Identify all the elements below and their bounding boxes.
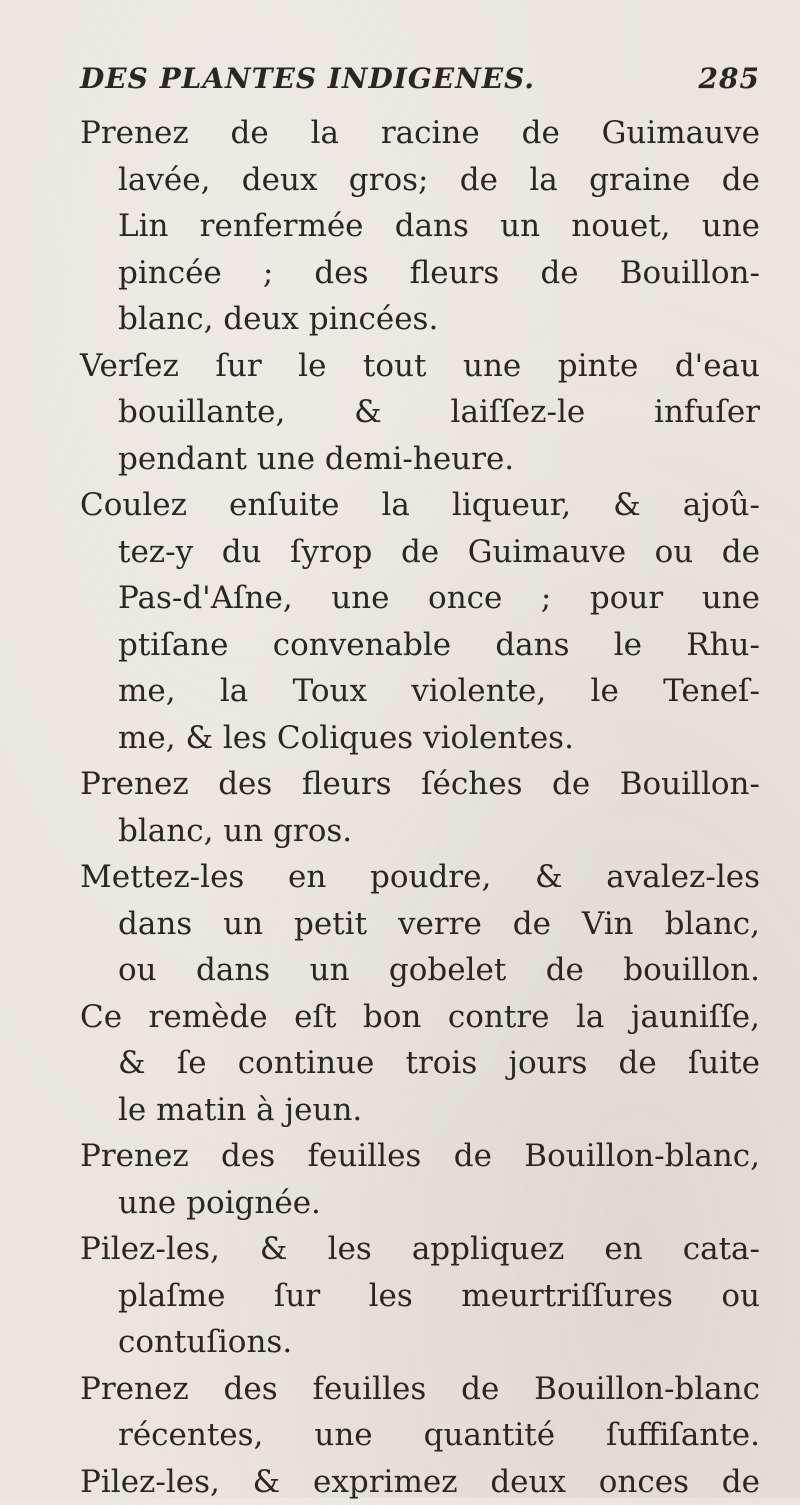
text-line: blanc, deux pincées. (80, 296, 760, 343)
text-line: me, la Toux violente, le Teneſ- (80, 668, 760, 715)
text-line: ptiſane convenable dans le Rhu- (80, 622, 760, 669)
text-line: Mettez-les en poudre, & avalez-les (80, 854, 760, 901)
text-line: lavée, deux gros; de la graine de (80, 157, 760, 204)
page-number: 285 (699, 62, 760, 95)
text-line: Coulez enſuite la liqueur, & ajoû- (80, 482, 760, 529)
text-line: blanc, un gros. (80, 808, 760, 855)
text-line: Prenez des feuilles de Bouillon-blanc, (80, 1133, 760, 1180)
text-line: récentes, une quantité ſuffiſante. (80, 1412, 760, 1459)
text-line: Pilez-les, & les appliquez en cata- (80, 1226, 760, 1273)
text-line: & ſe continue trois jours de ſuite (80, 1040, 760, 1087)
text-line: Ce remède eſt bon contre la jauniſſe, (80, 994, 760, 1041)
text-line: pincée ; des fleurs de Bouillon- (80, 250, 760, 297)
running-title: DES PLANTES INDIGENES. (80, 62, 535, 95)
text-line: une poignée. (80, 1180, 760, 1227)
text-line: tez-y du ſyrop de Guimauve ou de (80, 529, 760, 576)
text-line: Pilez-les, & exprimez deux onces de (80, 1459, 760, 1505)
text-line: Lin renfermée dans un nouet, une (80, 203, 760, 250)
text-line: Pas-d'Aſne, une once ; pour une (80, 575, 760, 622)
running-header (80, 62, 760, 102)
text-line: pendant une demi-heure. (80, 436, 760, 483)
text-line: ou dans un gobelet de bouillon. (80, 947, 760, 994)
text-line: Verſez ſur le tout une pinte d'eau (80, 343, 760, 390)
text-line: le matin à jeun. (80, 1087, 760, 1134)
text-line: bouillante, & laiſſez-le infuſer (80, 389, 760, 436)
text-line: Prenez de la racine de Guimauve (80, 110, 760, 157)
text-line: plaſme ſur les meurtriſſures ou (80, 1273, 760, 1320)
text-line: Prenez des fleurs ſéches de Bouillon- (80, 761, 760, 808)
body-text (80, 110, 760, 1505)
text-line: contuſions. (80, 1319, 760, 1366)
text-line: Prenez des feuilles de Bouillon-blanc (80, 1366, 760, 1413)
text-line: dans un petit verre de Vin blanc, (80, 901, 760, 948)
text-line: me, & les Coliques violentes. (80, 715, 760, 762)
